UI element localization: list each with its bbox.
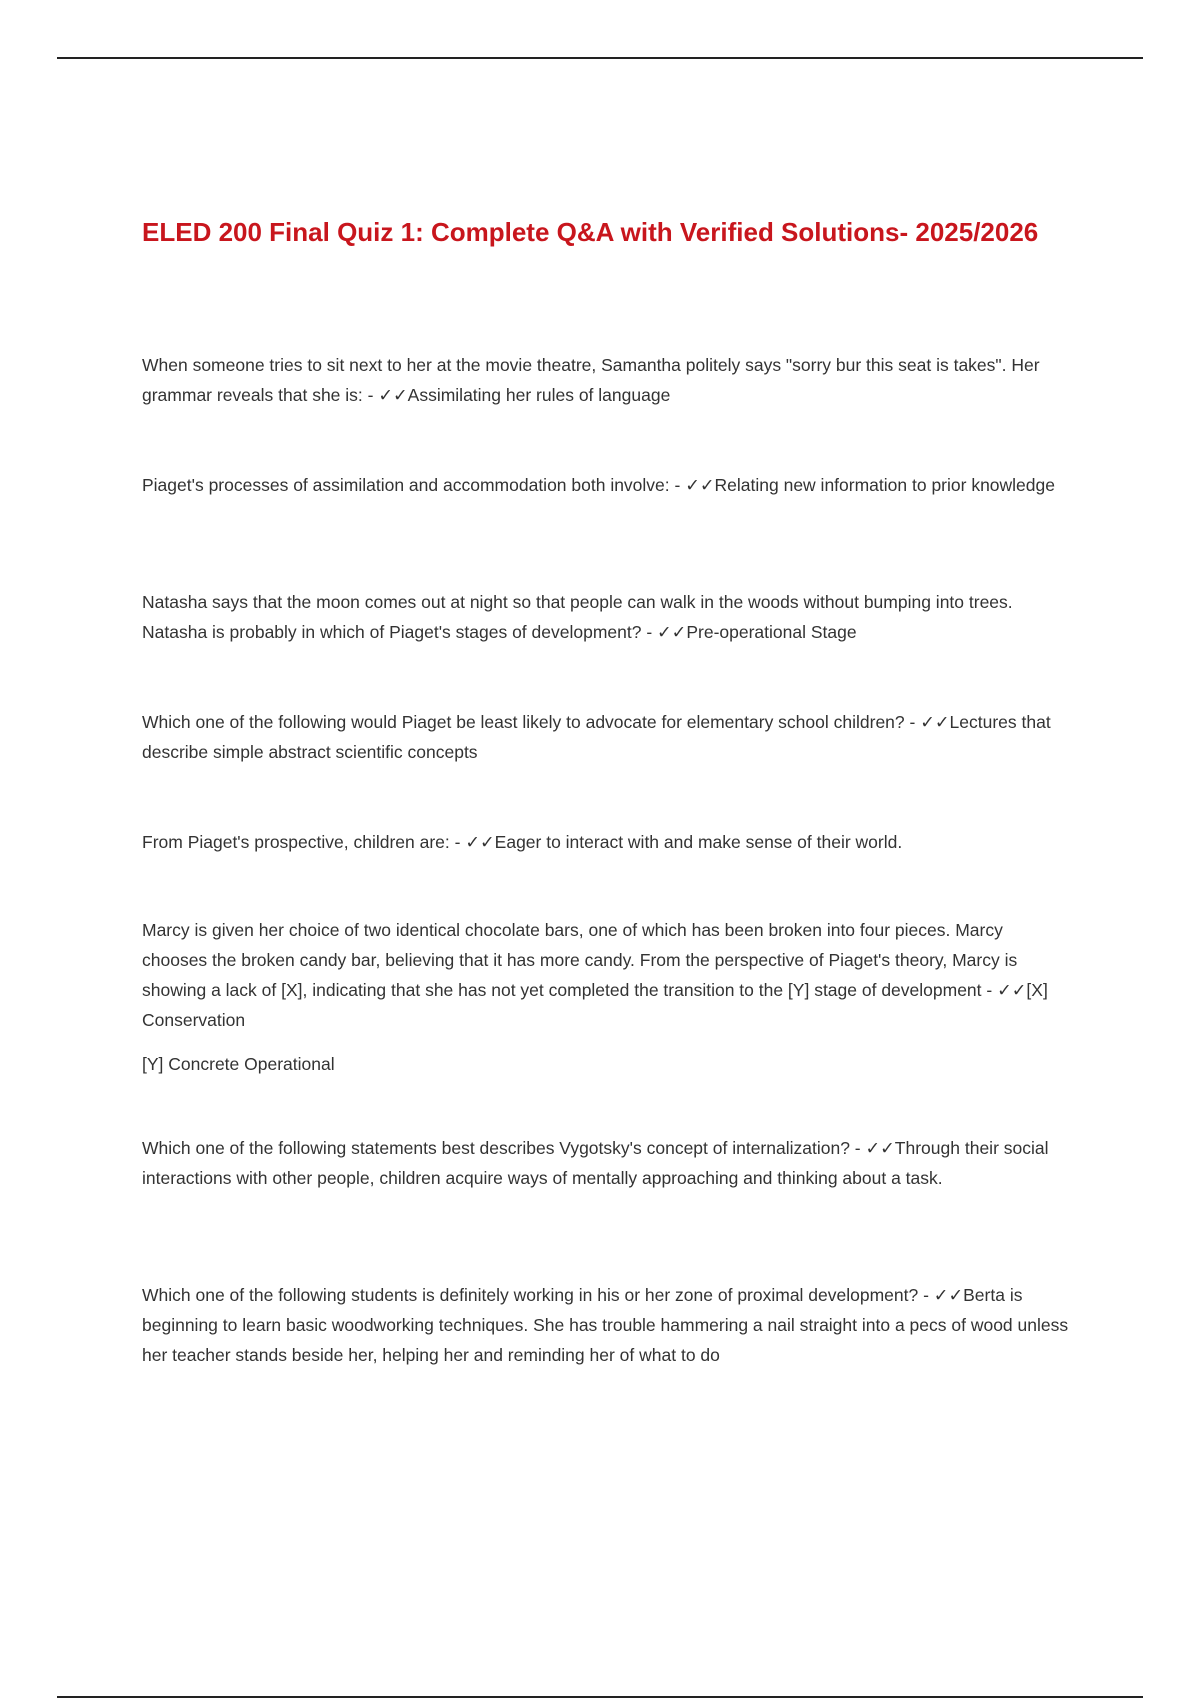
qa-item-4: Which one of the following would Piaget be least likely to advocate for elementary school children? - ✓✓Lectures that describe simple abstract scientific concepts — [142, 712, 1051, 762]
qa-item-1: When someone tries to sit next to her at the movie theatre, Samantha politely says "sorry bur this seat is takes". Her grammar reveals that she is: - ✓✓Assimilating her rules of language — [142, 355, 1040, 405]
document-title: ELED 200 Final Quiz 1: Complete Q&A with Verified Solutions- 2025/2026 — [142, 217, 1039, 247]
qa-item-6-text: Marcy is given her choice of two identical chocolate bars, one of which has been broken into four pieces. Marcy chooses the broken candy bar, believing that it has more candy. From the perspective of Piaget's theory, Marcy is showing a lack of [X], indicating that she has not yet completed the transition to the [Y] stage of development - ✓✓[X] Conservation — [142, 920, 1048, 1030]
top-divider — [57, 57, 1143, 59]
qa-item-5: From Piaget's prospective, children are: - ✓✓Eager to interact with and make sense of their world. — [142, 832, 903, 852]
qa-item-6-extra: [Y] Concrete Operational — [142, 1054, 335, 1074]
qa-item-7: Which one of the following statements best describes Vygotsky's concept of internalization? - ✓✓Through their social interactions with other people, children acquire ways of mentally approaching and thinking about a task. — [142, 1138, 1049, 1188]
qa-item-3: Natasha says that the moon comes out at night so that people can walk in the woods without bumping into trees. Natasha is probably in which of Piaget's stages of development? - ✓✓Pre-operational Stage — [142, 592, 1013, 642]
qa-item-6 — [142, 915, 1072, 1079]
qa-item-8: Which one of the following students is definitely working in his or her zone of proximal development? - ✓✓Berta is beginning to learn basic woodworking techniques. She has trouble hammering a nail straight into a pecs of wood unless her teacher stands beside her, helping her and reminding her of what to do — [142, 1285, 1069, 1365]
qa-item-2: Piaget's processes of assimilation and accommodation both involve: - ✓✓Relating new information to prior knowledge — [142, 475, 1055, 495]
bottom-divider — [57, 1696, 1143, 1698]
